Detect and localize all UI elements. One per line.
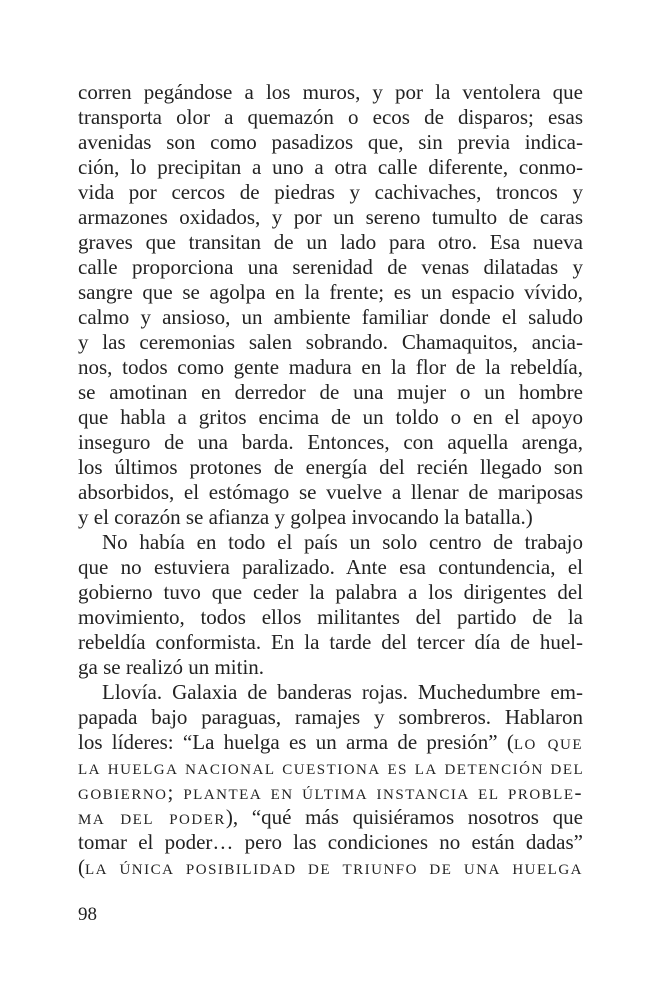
text-line-25: Llovía. Galaxia de banderas rojas. Muchedumbre em- (102, 680, 583, 704)
text-line-3: avenidas son como pasadizos que, sin previa indica- (78, 130, 583, 154)
text-line-11: y las ceremonias salen sobrando. Chamaquitos, ancia- (78, 330, 583, 354)
text-line-16: los últimos protones de energía del recién llegado son (78, 455, 583, 479)
text-line-18: y el corazón se afianza y golpea invocando la batalla.) (78, 505, 533, 529)
text-line-17: absorbidos, el estómago se vuelve a llenar de mariposas (78, 480, 583, 504)
text-line-2: transporta olor a quemazón o ecos de disparos; esas (78, 105, 583, 129)
text-line-4: ción, lo precipitan a uno a otra calle diferente, conmo- (78, 155, 583, 179)
small-caps-span: ma del poder (78, 805, 226, 829)
text-line-6: armazones oxidados, y por un sereno tumulto de caras (78, 205, 583, 229)
text-line-23: rebeldía conformista. En la tarde del tercer día de huel- (78, 630, 583, 654)
text-line-14: que habla a gritos encima de un toldo o en el apoyo (78, 405, 583, 429)
text-line-20: que no estuviera paralizado. Ante esa contundencia, el (78, 555, 583, 579)
text-line-27 (78, 730, 583, 755)
small-caps-span: lo que (513, 730, 583, 754)
text-line-31: tomar el poder… pero las condiciones no están dadas” (78, 830, 583, 854)
text-line-15: inseguro de una barda. Entonces, con aquella arenga, (78, 430, 583, 454)
page-number: 98 (78, 904, 97, 925)
text-span: los líderes: “La huelga es un arma de presión” ( (78, 730, 514, 754)
text-line-22: movimiento, todos ellos militantes del partido de la (78, 605, 583, 629)
text-line-9: sangre que se agolpa en la frente; es un espacio vívido, (78, 280, 583, 304)
text-line-28: la huelga nacional cuestiona es la detención del (78, 755, 585, 779)
text-line-13: se amotinan en derredor de una mujer o un hombre (78, 380, 583, 404)
text-line-10: calmo y ansioso, un ambiente familiar donde el saludo (78, 305, 583, 329)
text-line-5: vida por cercos de piedras y cachivaches, troncos y (78, 180, 583, 204)
text-line-29: gobierno; plantea en última instancia el proble- (78, 780, 583, 804)
text-line-8: calle proporciona una serenidad de venas dilatadas y (78, 255, 583, 279)
text-line-1: corren pegándose a los muros, y por la ventolera que (78, 80, 583, 104)
text-line-26: papada bajo paraguas, ramajes y sombreros. Hablaron (78, 705, 583, 729)
text-span: ( (78, 855, 85, 879)
text-span: ), “qué más quisiéramos nosotros que (225, 805, 583, 829)
text-line-24: ga se realizó un mitin. (78, 655, 265, 679)
text-line-30 (78, 805, 583, 830)
small-caps-span: la única posibilidad de triunfo de una huelga (85, 855, 583, 879)
text-line-19: No había en todo el país un solo centro de trabajo (102, 530, 583, 554)
text-lines (78, 80, 583, 730)
text-line-12: nos, todos como gente madura en la flor de la rebeldía, (78, 355, 583, 379)
text-line-21: gobierno tuvo que ceder la palabra a los dirigentes del (78, 580, 583, 604)
text-line-7: graves que transitan de un lado para otro. Esa nueva (78, 230, 583, 254)
page-body (78, 80, 583, 880)
text-line-32 (78, 855, 583, 880)
